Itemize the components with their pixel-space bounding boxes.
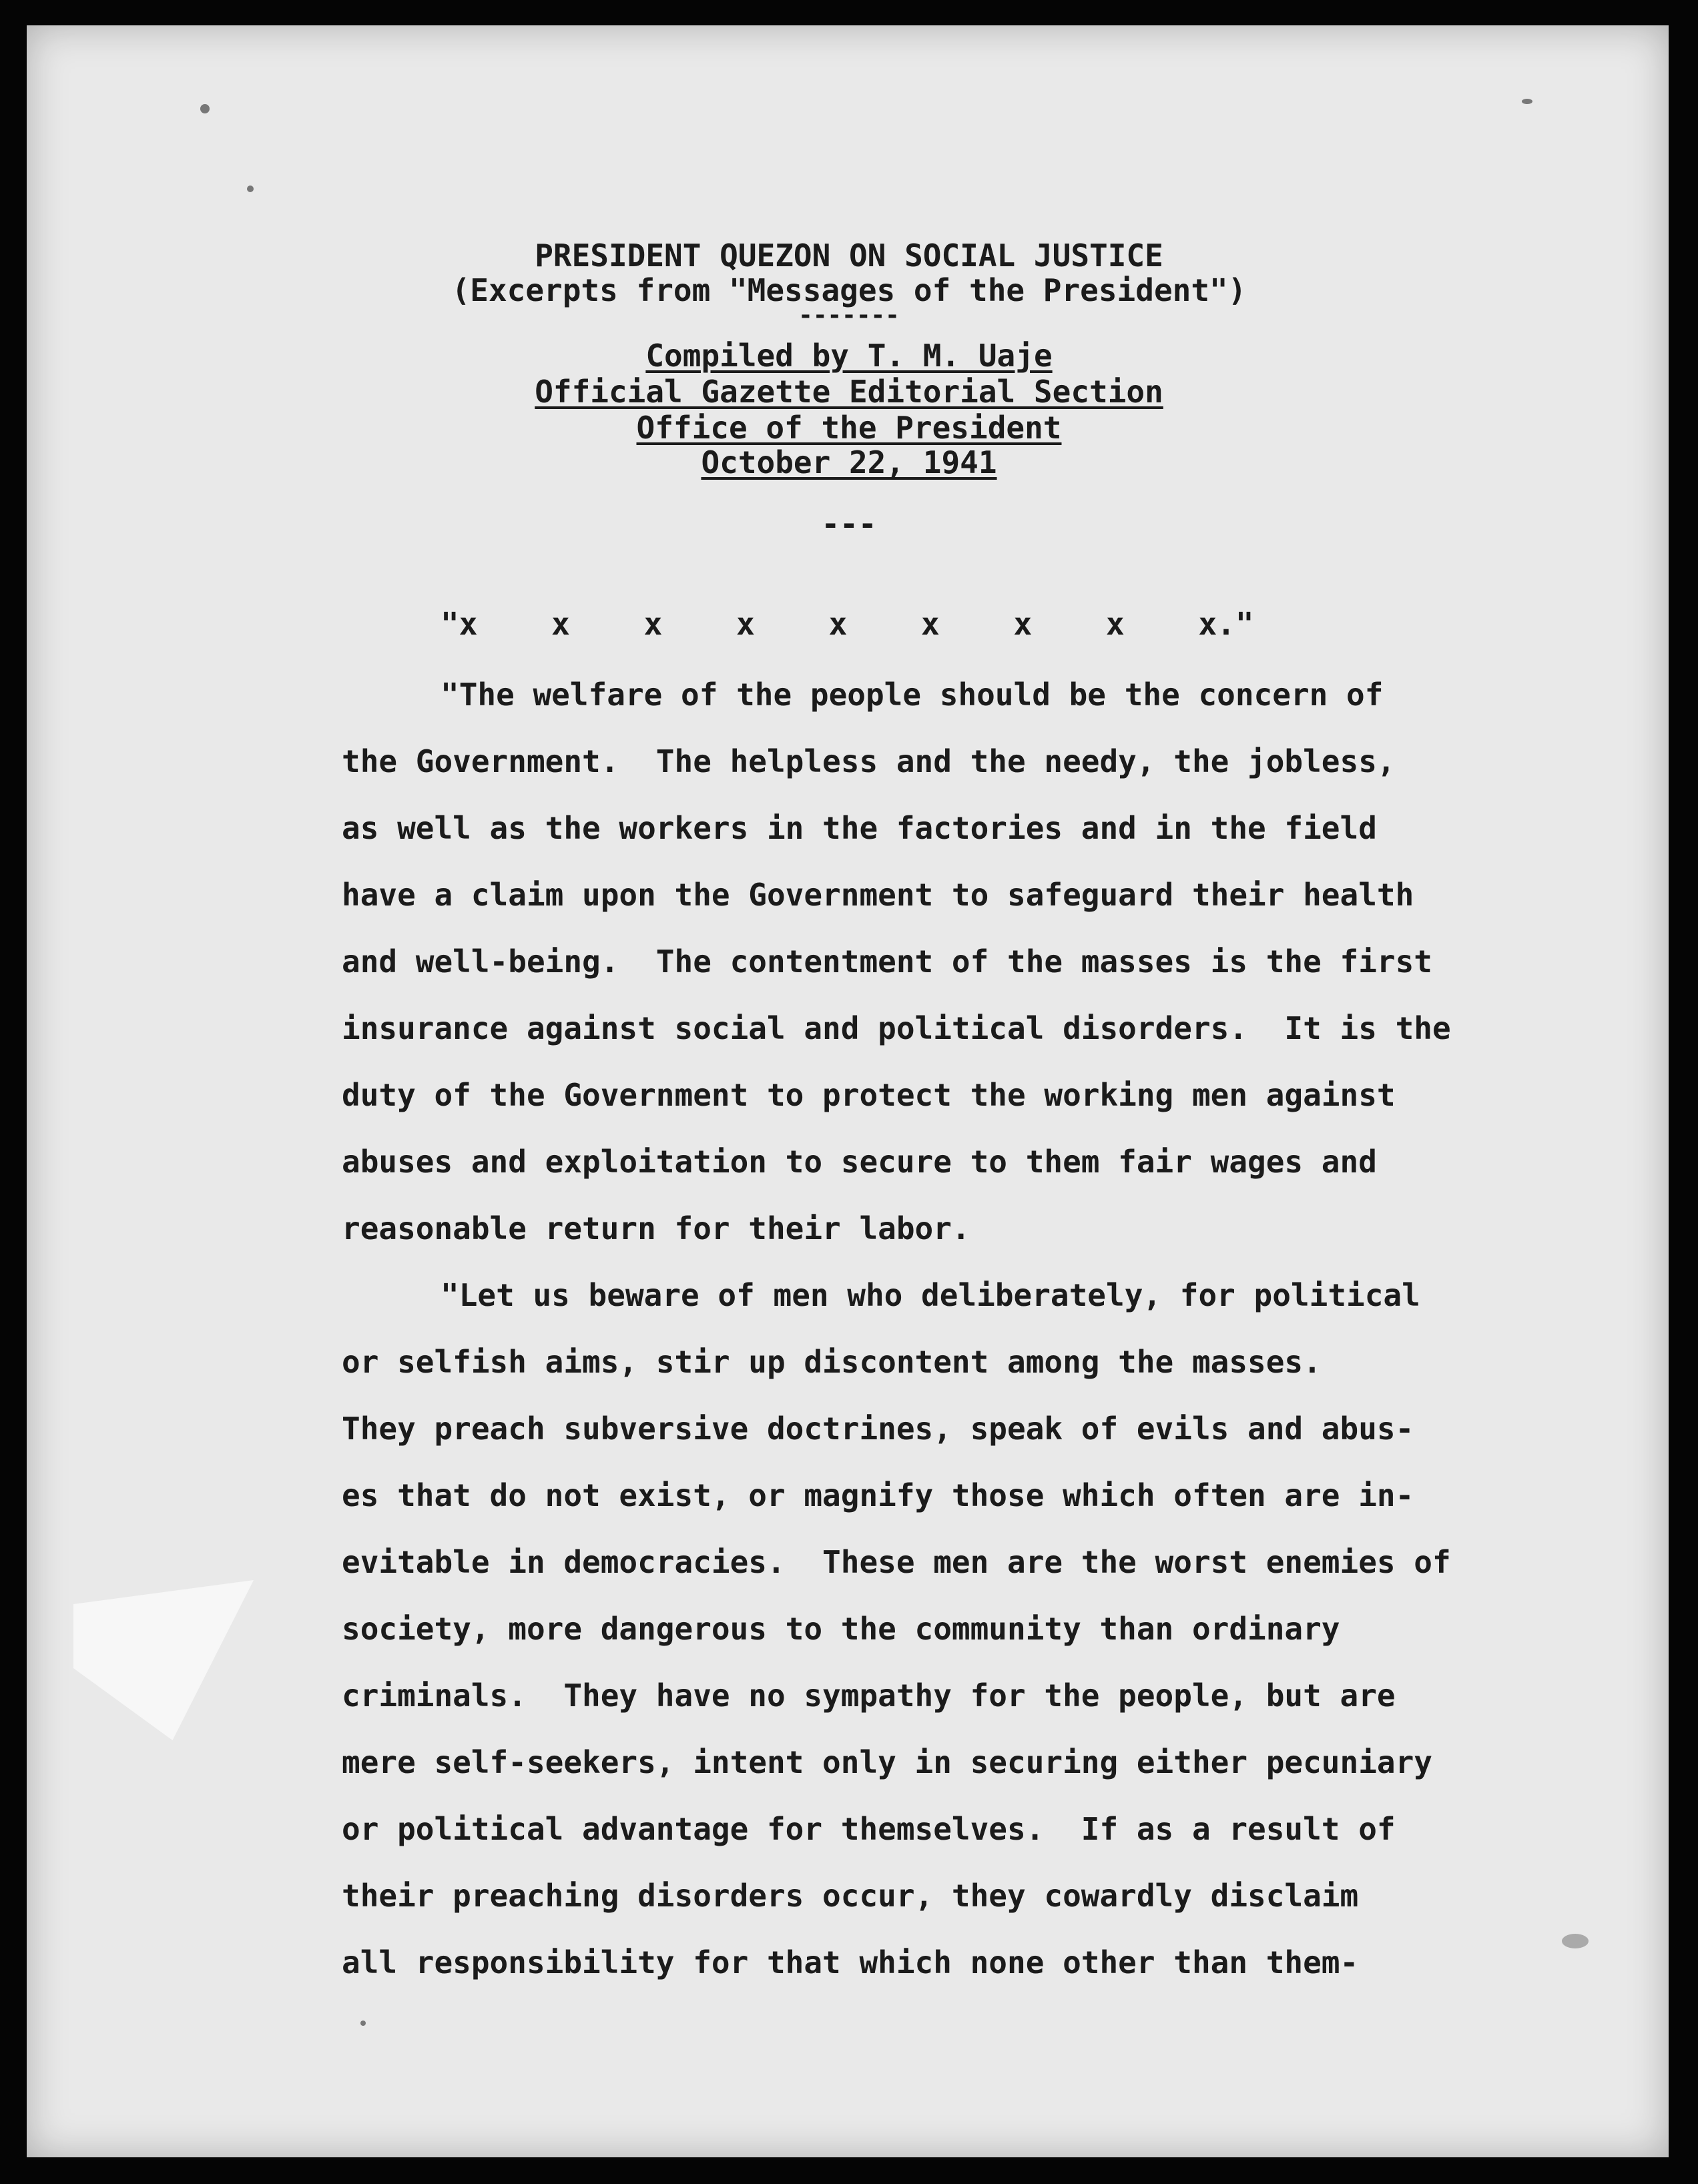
body-line: all responsibility for that which none other than them- (342, 1944, 1359, 1980)
body-line: as well as the workers in the factories and in the field (342, 810, 1377, 846)
ellipsis-row: "x x x x x x x x x." (441, 606, 1254, 642)
ink-speck (1522, 99, 1532, 104)
body-line: evitable in democracies. These men are the worst enemies of (342, 1544, 1451, 1580)
body-line: "The welfare of the people should be the concern of (441, 677, 1384, 713)
ink-speck (247, 186, 254, 192)
body-line: abuses and exploitation to secure to them fair wages and (342, 1144, 1377, 1180)
body-line: their preaching disorders occur, they cowardly disclaim (342, 1878, 1359, 1914)
office-name: Office of the President (636, 410, 1062, 446)
body-line: or political advantage for themselves. If as a result of (342, 1811, 1396, 1847)
body-line: society, more dangerous to the community than ordinary (342, 1611, 1340, 1647)
ink-speck (200, 104, 210, 113)
ink-speck (360, 2021, 366, 2026)
document-title: PRESIDENT QUEZON ON SOCIAL JUSTICE (535, 238, 1163, 274)
document-subtitle: (Excerpts from "Messages of the President") (451, 272, 1247, 308)
body-line: insurance against social and political disorders. It is the (342, 1010, 1451, 1046)
title-divider: ------- (798, 302, 900, 329)
body-line: duty of the Government to protect the working men against (342, 1077, 1396, 1113)
ink-speck (1562, 1934, 1589, 1948)
body-line: and well-being. The contentment of the masses is the first (342, 944, 1432, 980)
body-line: reasonable return for their labor. (342, 1210, 970, 1246)
body-line: "Let us beware of men who deliberately, for political (441, 1277, 1420, 1313)
editorial-section: Official Gazette Editorial Section (535, 374, 1163, 410)
compiled-by: Compiled by T. M. Uaje (645, 338, 1053, 374)
body-line: es that do not exist, or magnify those which often are in- (342, 1477, 1414, 1513)
short-divider: --- (821, 506, 877, 542)
body-line: have a claim upon the Government to safeguard their health (342, 877, 1414, 913)
body-line: criminals. They have no sympathy for the people, but are (342, 1678, 1396, 1714)
document-date: October 22, 1941 (701, 444, 997, 480)
body-line: the Government. The helpless and the needy, the jobless, (342, 743, 1396, 779)
body-line: mere self-seekers, intent only in securing either pecuniary (342, 1744, 1432, 1780)
body-line: or selfish aims, stir up discontent among the masses. (342, 1344, 1322, 1380)
body-line: They preach subversive doctrines, speak of evils and abus- (342, 1411, 1414, 1447)
torn-paper-corner (73, 1580, 254, 1740)
